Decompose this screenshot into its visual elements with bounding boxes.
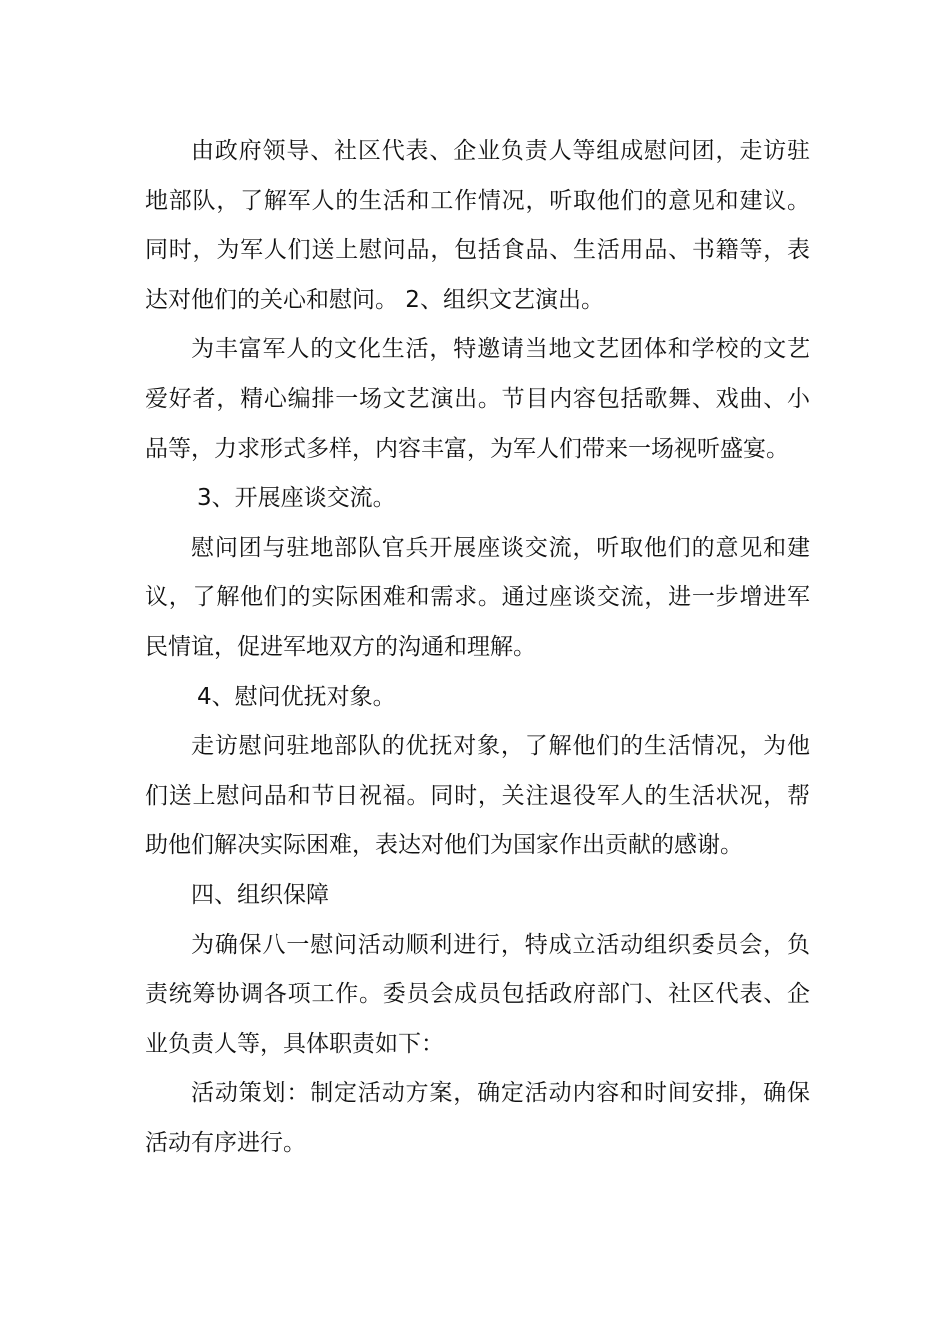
item-heading-forum: 3、开展座谈交流。 — [197, 485, 396, 512]
paragraph-committee: 为确保八一慰问活动顺利进行，特成立活动组织委员会，负责统筹协调各项工作。委员会成员包括政府部门、社区代表、企业负责人等，具体职责如下： — [145, 931, 810, 1057]
section-heading-organization: 四、组织保障 — [191, 881, 329, 908]
document-body — [145, 127, 810, 1168]
paragraph-special-care: 走访慰问驻地部队的优抚对象，了解他们的生活情况，为他们送上慰问品和节日祝福。同时，关注退役军人的生活状况，帮助他们解决实际困难，表达对他们为国家作出贡献的感谢。 — [145, 733, 810, 859]
paragraph-planning: 活动策划：制定活动方案，确定活动内容和时间安排，确保活动有序进行。 — [145, 1080, 810, 1156]
paragraph-forum: 慰问团与驻地部队官兵开展座谈交流，听取他们的意见和建议，了解他们的实际困难和需求。通过座谈交流，进一步增进军民情谊，促进军地双方的沟通和理解。 — [145, 534, 810, 660]
item-heading-special-care: 4、慰问优抚对象。 — [197, 683, 396, 710]
paragraph-performance: 为丰富军人的文化生活，特邀请当地文艺团体和学校的文艺爱好者，精心编排一场文艺演出。节目内容包括歌舞、戏曲、小品等，力求形式多样，内容丰富，为军人们带来一场视听盛宴。 — [145, 336, 810, 462]
paragraph-condolence-visit: 由政府领导、社区代表、企业负责人等组成慰问团，走访驻地部队，了解军人的生活和工作情况，听取他们的意见和建议。同时，为军人们送上慰问品，包括食品、生活用品、书籍等，表达对他们的关心和慰问。 2、组织文艺演出。 — [145, 138, 810, 313]
